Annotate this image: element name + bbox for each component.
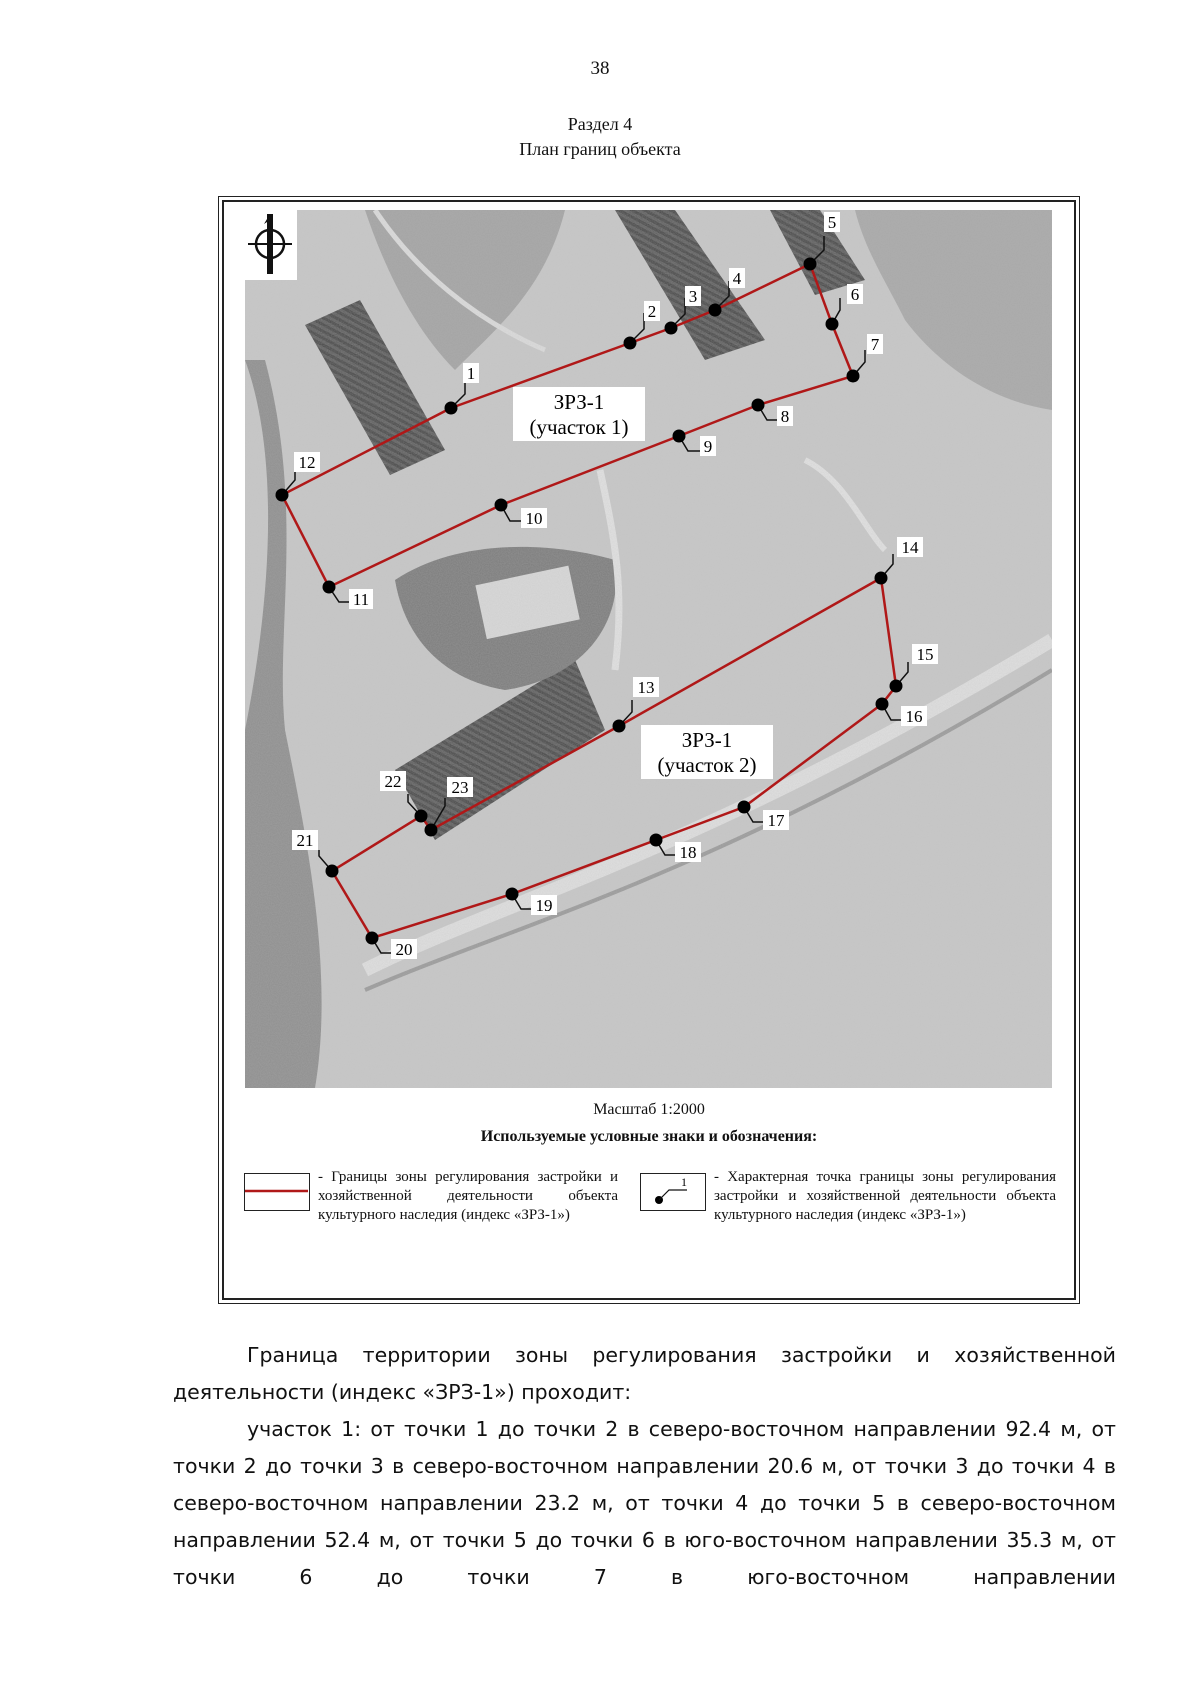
svg-text:11: 11	[352, 590, 370, 609]
svg-text:14: 14	[901, 538, 919, 557]
body-paragraph-1: Граница территории зоны регулирования застройки и хозяйственной деятельности (индекс «ЗРЗ-1») проходит:	[173, 1343, 1116, 1404]
svg-text:2: 2	[647, 302, 657, 321]
zone2-label-line1: ЗРЗ-1	[681, 728, 733, 752]
page-number: 38	[590, 58, 610, 79]
svg-text:19: 19	[535, 896, 553, 915]
svg-text:16: 16	[905, 707, 923, 726]
svg-text:3: 3	[688, 287, 698, 306]
legend-point-text: - Характерная точка границы зоны регулирования застройки и хозяйственной деятельности объекта культурного наследия (индекс «ЗРЗ-1»)	[714, 1169, 1056, 1223]
svg-text:18: 18	[679, 843, 697, 862]
svg-text:4: 4	[732, 269, 742, 288]
svg-text:10: 10	[525, 509, 543, 528]
svg-text:15: 15	[916, 645, 934, 664]
zone2-label-line2: (участок 2)	[657, 753, 757, 777]
svg-text:23: 23	[451, 778, 469, 797]
legend-title: Используемые условные знаки и обозначения:	[480, 1128, 818, 1145]
svg-text:17: 17	[767, 811, 785, 830]
section-label: Раздел 4	[567, 114, 633, 134]
svg-text:9: 9	[703, 437, 713, 456]
map-scale: Масштаб 1:2000	[593, 1101, 705, 1118]
svg-text:8: 8	[780, 407, 790, 426]
svg-text:6: 6	[850, 285, 860, 304]
aerial-map	[245, 210, 1052, 1088]
legend-boundary-sample	[244, 1173, 310, 1211]
svg-text:5: 5	[827, 213, 837, 232]
svg-text:1: 1	[466, 364, 476, 383]
zone1-label-line1: ЗРЗ-1	[553, 390, 605, 414]
svg-text:13: 13	[637, 678, 655, 697]
svg-text:12: 12	[298, 453, 316, 472]
zone1-label-line2: (участок 1)	[529, 415, 629, 439]
section-title: План границ объекта	[519, 139, 681, 159]
legend-point-sample	[640, 1173, 706, 1211]
svg-text:7: 7	[870, 335, 880, 354]
legend-point-label: 1	[681, 1175, 687, 1189]
svg-text:22: 22	[384, 772, 402, 791]
body-paragraph-2: участок 1: от точки 1 до точки 2 в северо-восточном направлении 92.4 м, от точки 2 до точки 3 в северо-восточном направлении 20.6 м, от точки 3 до точки 4 в северо-восточном направлении 23.2 м, от точки 4 до точки 5 в северо-восточном направлении 52.4 м, от точки 5 до точки 6 в юго-восточном направлении 35.3 м, от точки 6 до точки 7 в юго-восточном направлении	[173, 1417, 1116, 1589]
svg-text:21: 21	[296, 831, 314, 850]
svg-text:20: 20	[395, 940, 413, 959]
section-header	[0, 112, 1200, 162]
legend-point-leader	[659, 1190, 687, 1200]
legend-boundary-text: - Границы зоны регулирования застройки и хозяйственной деятельности объекта культурного наследия (индекс «ЗРЗ-1»)	[318, 1169, 618, 1223]
